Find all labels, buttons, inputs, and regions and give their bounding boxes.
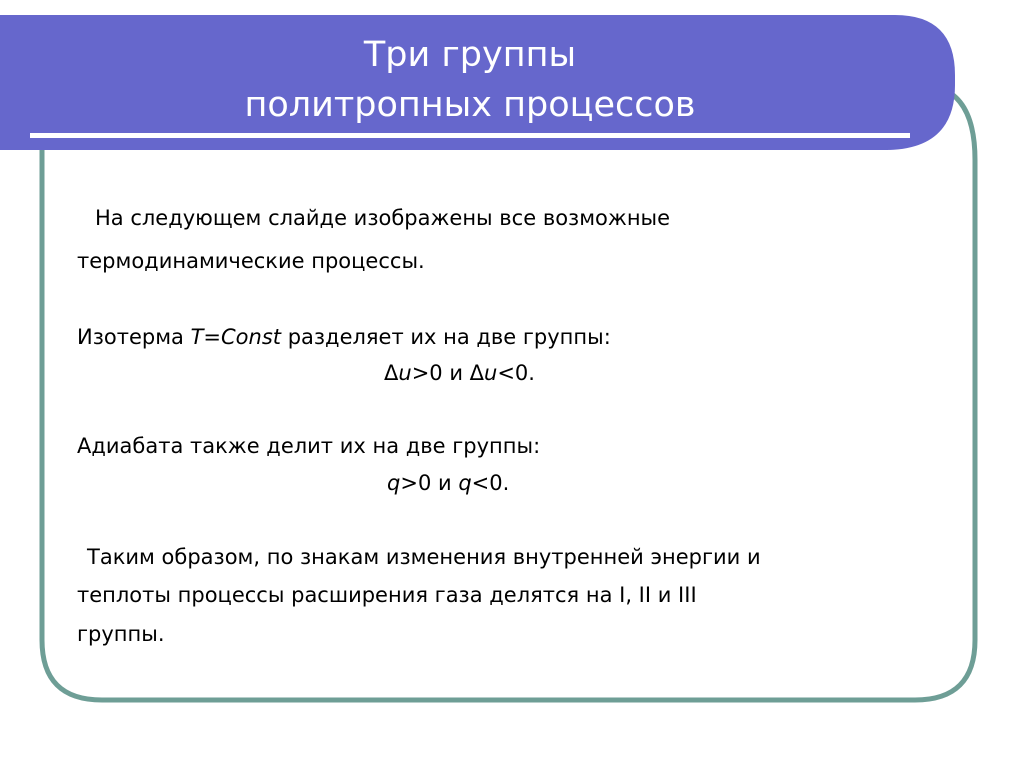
cond-mid-2: >0 и [400,471,459,495]
para4-line2: теплоты процессы расширения газа делятся на I, II и III [77,583,697,607]
cond-end-1: <0. [497,361,535,385]
para4-line3: группы. [77,622,165,646]
para3-condition [387,469,509,497]
para2-prefix: Изотерма [77,325,191,349]
para2-line1 [77,323,611,351]
para2-condition [384,359,535,387]
cond-mid-1: >0 и Δ [411,361,485,385]
para4-line1: Таким образом, по знакам изменения внутренней энергии и [87,545,761,569]
isotherm-formula: T=Const [190,325,282,349]
var-u-1: u [398,361,412,385]
cond-end-2: <0. [471,471,510,495]
para1-line1: На следующем слайде изображены все возможные [95,206,671,230]
var-q-2: q [458,471,472,495]
para3-line1: Адиабата также делит их на две группы: [77,434,541,458]
delta-symbol: Δ [384,361,399,385]
para2-suffix: разделяет их на две группы: [281,325,611,349]
title-line-1: Три группы [363,35,577,75]
para1-line2: термодинамические процессы. [77,249,425,273]
var-q-1: q [387,471,401,495]
var-u-2: u [484,361,498,385]
title-line-2: политропных процессов [244,85,696,125]
